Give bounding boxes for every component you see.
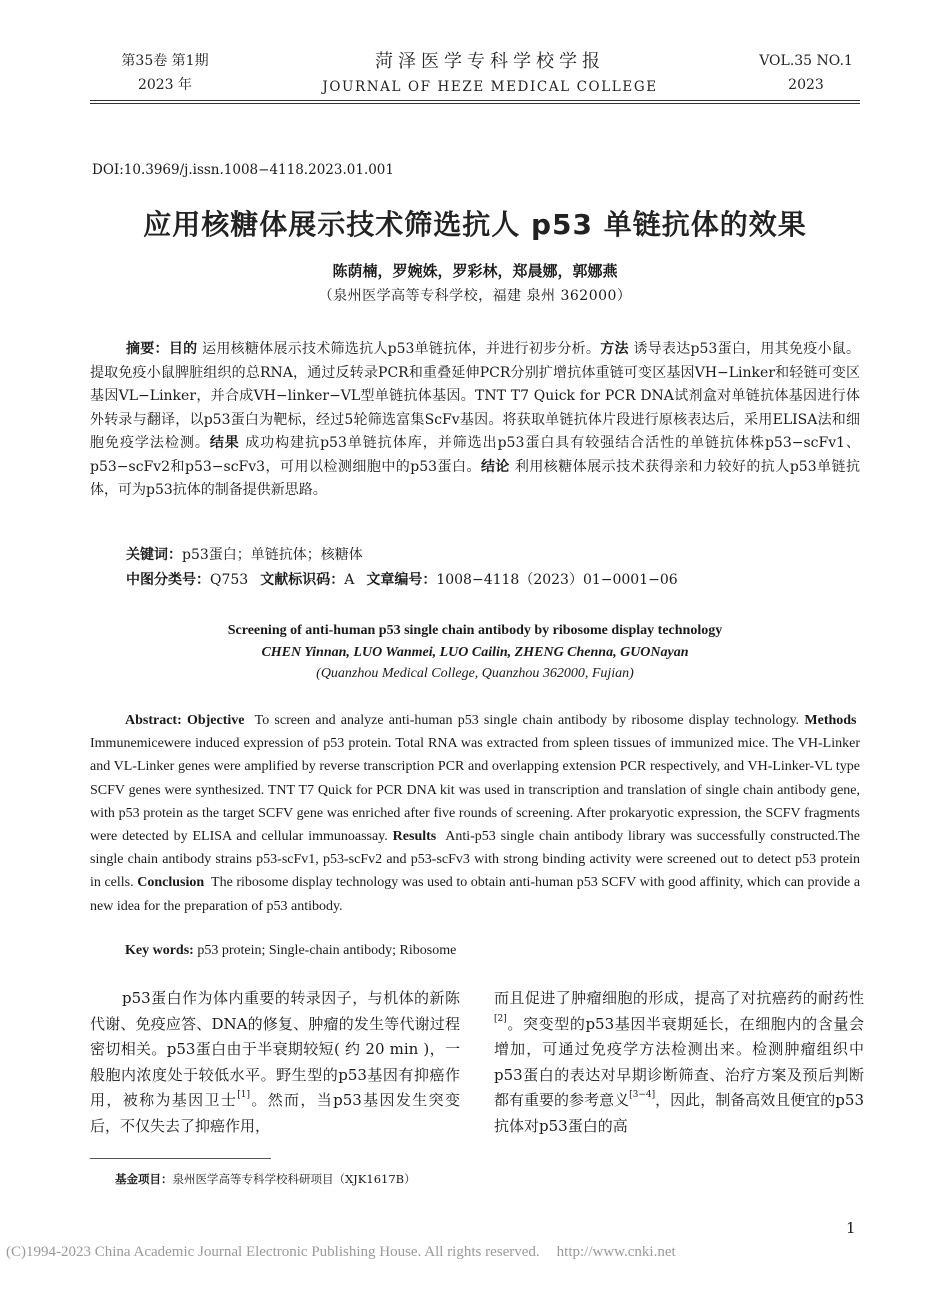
methods-label-zh: 方法	[600, 341, 629, 357]
authors-en: CHEN Yinnan, LUO Wanmei, LUO Cailin, ZHENG Chenna, GUONayan	[261, 645, 689, 660]
body-right-text-3: ，因此，制备高效且便宜的p53抗体对p53蛋白的高	[494, 1091, 864, 1135]
keywords-zh-label: 关键词：	[126, 547, 182, 563]
journal-name-en: JOURNAL OF HEZE MEDICAL COLLEGE	[322, 79, 658, 95]
conclusion-text-en: The ribosome display technology was used to obtain anti-human p53 SCFV with good affinity, which can provide a new idea for the preparation of p53 antibody.	[90, 875, 861, 914]
footnote	[115, 1170, 416, 1188]
keywords-en	[125, 940, 456, 962]
affiliation-zh: （泉州医学高等专科学校，福建 泉州 362000）	[318, 288, 632, 304]
article-title-en: Screening of anti-human p53 single chain antibody by ribosome display technology	[227, 623, 723, 638]
objective-label-zh: 目的	[168, 341, 198, 357]
citation-1[interactable]: [1]	[237, 1090, 250, 1101]
conclusion-label-zh: 结论	[480, 458, 510, 475]
journal-name-zh: 菏泽医学专科学校学报	[375, 51, 605, 72]
methods-text-zh: 诱导表达p53蛋白，用其免疫小鼠。提取免疫小鼠脾脏组织的总RNA，通过反转录PCR和重叠延伸PCR分别扩增抗体重链可变区基因VH−Linker和轻链可变区基因VL−Linker，并合成VH−linker−VL型单链抗体基因。TNT T7 Quick for PCR DNA试剂盒对单链抗体基因进行体外转录与翻译，以p53蛋白为靶标，经过5轮筛选富集ScFv基因。将获取单链抗体片段进行原核表达后，采用ELISA法和细胞免疫学法检测。	[90, 341, 861, 451]
clc-label: 中图分类号：	[126, 572, 210, 588]
abstract-en	[90, 709, 860, 918]
objective-text-zh: 运用核糖体展示技术筛选抗人p53单链抗体，并进行初步分析。	[202, 341, 601, 357]
body-left-text-1: p53蛋白作为体内重要的转录因子，与机体的新陈代谢、免疫应答、DNA的修复、肿瘤的发生等代谢过程密切相关。p53蛋白由于半衰期较短( 约 20 min )，一般胞内浓度处于较低水平。野生型的p53基因有抑癌作用，被称为基因卫士	[90, 989, 460, 1110]
header-rule-thin	[90, 103, 860, 104]
conclusion-text-zh: 利用核糖体展示技术获得亲和力较好的抗人p53单链抗体，可为p53抗体的制备提供新思路。	[90, 458, 861, 498]
header-rule-thick	[90, 100, 860, 101]
header-right	[748, 49, 864, 97]
doc-code-label: 文献标识码：	[260, 572, 345, 588]
page-number: 1	[846, 1219, 856, 1237]
header-year-zh: 2023 年	[137, 77, 193, 93]
results-text-zh: 成功构建抗p53单链抗体库，并筛选出p53蛋白具有较强结合活性的单链抗体株p53−scFv1、p53−scFv2和p53−scFv3，可用以检测细胞中的p53蛋白。	[90, 435, 861, 475]
footnote-rule	[90, 1158, 271, 1159]
keywords-en-text: p53 protein; Single-chain antibody; Ribosome	[197, 943, 457, 958]
body-right-text-2: 。突变型的p53基因半衰期延长，在细胞内的含量会增加，可通过免疫学方法检测出来。检测肿瘤组织中p53蛋白的表达对早期诊断筛查、治疗方案及预后判断都有重要的参考意义	[494, 1014, 864, 1110]
article-number-value: 1008−4118（2023）01−0001−06	[436, 572, 678, 588]
methods-text-en: Immunemicewere induced expression of p53 protein. Total RNA was extracted from spleen tissues of immunized mice. The VH-Linker and VL-Linker genes were amplified by reverse transcription PCR and overlapping extension PCR respectively, and VH-Linker-VL type SCFV genes were synthesized. TNT T7 Quick for PCR DNA kit was used in transcription and translation of single chain antibody gene, with p53 protein as the target SCFV gene was enriched after five rounds of screening. After prokaryotic expression, the SCFV fragments were detected by ELISA and cellular immunoassay.	[90, 736, 860, 845]
article-number-label: 文章编号：	[366, 572, 437, 588]
abstract-zh-paragraph	[90, 338, 860, 503]
body-left-text-2: 。然而，当p53基因发生突变后，不仅失去了抑癌作用，	[90, 1091, 460, 1135]
keywords-zh-text: p53蛋白；单链抗体；核糖体	[182, 547, 363, 563]
classification-zh	[126, 569, 678, 591]
abstract-zh	[90, 338, 860, 503]
footnote-label: 基金项目：	[115, 1172, 173, 1186]
keywords-zh	[126, 544, 363, 566]
doc-code-value: A	[344, 572, 355, 588]
results-label-zh: 结果	[209, 435, 240, 451]
objective-label-en: Objective	[186, 713, 245, 728]
authors-zh: 陈荫楠，罗婉姝，罗彩林，郑晨娜，郭娜燕	[332, 262, 618, 280]
results-label-en: Results	[392, 829, 437, 845]
header-left	[100, 49, 230, 97]
header-year-en: 2023	[788, 77, 824, 93]
doi: DOI:10.3969/j.issn.1008−4118.2023.01.001	[92, 162, 394, 178]
body-paragraph-left	[90, 986, 460, 1140]
body-column-left	[90, 986, 460, 1140]
publisher-footer	[6, 1241, 946, 1263]
header-volume-en: VOL.35 NO.1	[759, 53, 853, 69]
conclusion-label-en: Conclusion	[137, 875, 205, 891]
keywords-en-label: Key words:	[125, 943, 198, 958]
footnote-text: 泉州医学高等专科学校科研项目（XJK1617B）	[172, 1172, 416, 1186]
body-column-right	[494, 986, 864, 1140]
abstract-zh-label: 摘要：	[126, 341, 169, 357]
clc-value: Q753	[210, 572, 249, 588]
article-title-zh: 应用核糖体展示技术筛选抗人 p53 单链抗体的效果	[143, 208, 807, 241]
copyright-text: (C)1994-2023 China Academic Journal Electronic Publishing House. All rights reserved.	[6, 1244, 540, 1260]
citation-3-4[interactable]: [3−4]	[629, 1090, 656, 1101]
header-volume-zh: 第35卷 第1期	[121, 53, 209, 69]
results-text-en: Anti-p53 single chain antibody library was successfully constructed.The single chain antibody strains p53-scFv1, p53-scFv2 and p53-scFv3 with strong binding activity were screened out to detect p53 protein in cells.	[90, 829, 861, 891]
methods-label-en: Methods	[804, 713, 857, 728]
abstract-en-paragraph	[90, 709, 860, 918]
objective-text-en: To screen and analyze anti-human p53 single chain antibody by ribosome display technology.	[254, 713, 800, 728]
body-right-text-1: 而且促进了肿瘤细胞的形成，提高了对抗癌药的耐药性	[494, 989, 864, 1007]
affiliation-en: (Quanzhou Medical College, Quanzhou 362000, Fujian)	[316, 666, 634, 681]
cnki-link[interactable]: http://www.cnki.net	[556, 1244, 676, 1260]
body-paragraph-right	[494, 986, 864, 1140]
abstract-en-label: Abstract:	[125, 713, 187, 728]
citation-2[interactable]: [2]	[494, 1013, 507, 1024]
